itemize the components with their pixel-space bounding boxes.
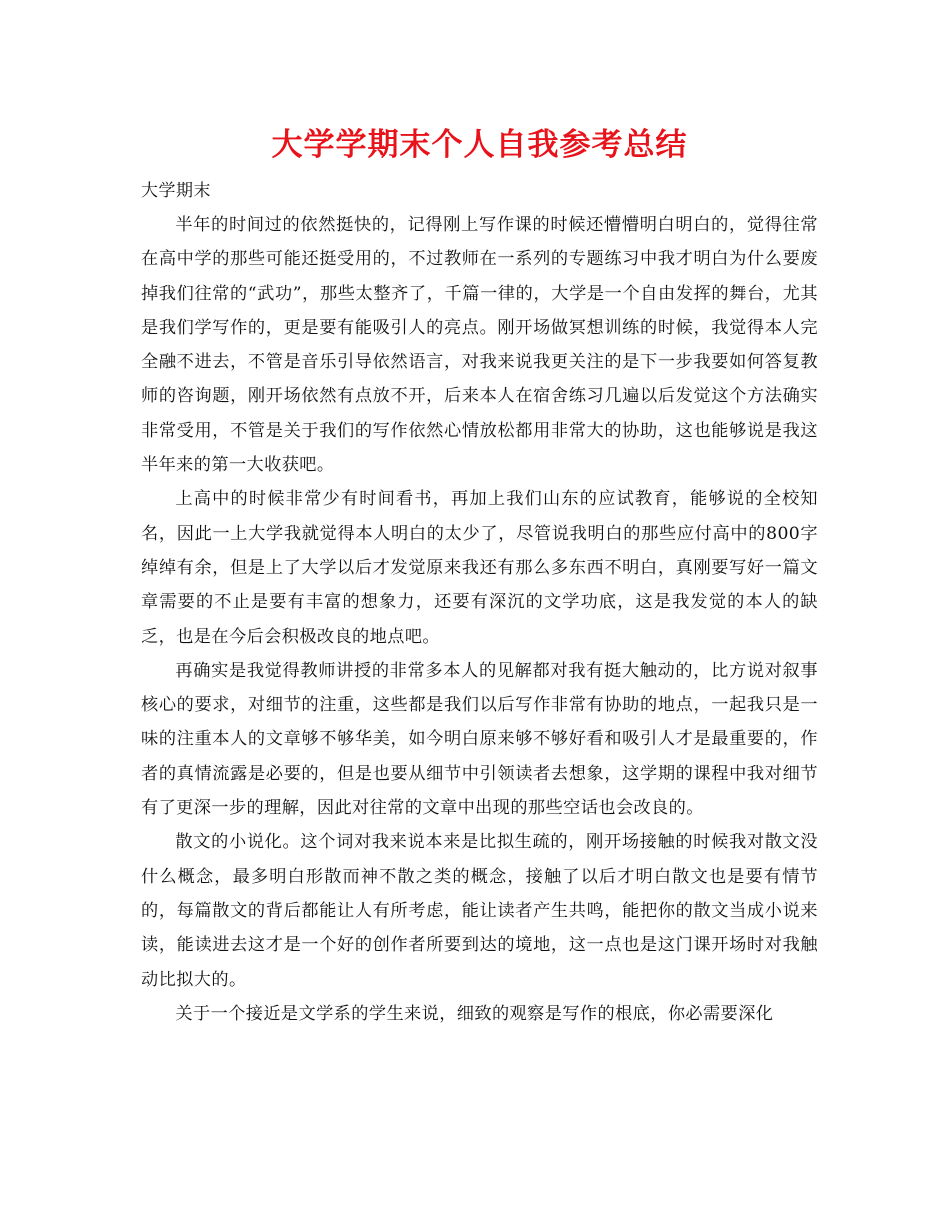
paragraph-1: 半年的时间过的依然挺快的，记得刚上写作课的时候还懵懵明白明白的，觉得往常在高中学的那些可能还挺受用的，不过教师在一系列的专题练习中我才明白为什么要废掉我们往常的“武功”，那些太整齐了，千篇一律的，大学是一个自由发挥的舞台，尤其是我们学写作的，更是要有能吸引人的亮点。刚开场做冥想训练的时候，我觉得本人完全融不进去，不管是音乐引导依然语言，对我来说我更关注的是下一步我要如何答复教师的咨询题，刚开场依然有点放不开，后来本人在宿舍练习几遍以后发觉这个方法确实非常受用，不管是关于我们的写作依然心情放松都用非常大的协助，这也能够说是我这半年来的第一大收获吧。 (141, 215, 818, 476)
paragraph-4: 散文的小说化。这个词对我来说本来是比拟生疏的，刚开场接触的时候我对散文没什么概念，最多明白形散而神不散之类的概念，接触了以后才明白散文也是要有情节的，每篇散文的背后都能让人有所考虑，能让读者产生共鸣，能把你的散文当成小说来读，能读进去这才是一个好的创作者所要到达的境地，这一点也是这门课开场时对我触动比拟大的。 (141, 832, 818, 990)
document-title: 大学学期末个人自我参考总结 (271, 127, 688, 163)
paragraph-3: 再确实是我觉得教师讲授的非常多本人的见解都对我有挺大触动的，比方说对叙事核心的要求，对细节的注重，这些都是我们以后写作非常有协助的地点，一起我只是一味的注重本人的文章够不够华美，如今明白原来够不够好看和吸引人才是最重要的，作者的真情流露是必要的，但是也要从细节中引领读者去想象，这学期的课程中我对细节有了更深一步的理解，因此对往常的文章中出现的那些空话也会改良的。 (141, 660, 818, 819)
paragraph-5: 关于一个接近是文学系的学生来说，细致的观察是写作的根底，你必需要深化 (175, 1003, 774, 1024)
document-subtitle: 大学期末 (141, 181, 211, 201)
paragraph-2: 上高中的时候非常少有时间看书，再加上我们山东的应试教育，能够说的全校知名，因此一上大学我就觉得本人明白的太少了，尽管说我明白的那些应付高中的800字绰绰有余，但是上了大学以后才发觉原来我还有那么多东西不明白，真刚要写好一篇文章需要的不止是要有丰富的想象力，还要有深沉的文学功底，这是我发觉的本人的缺乏，也是在今后会积极改良的地点吧。 (141, 489, 818, 647)
